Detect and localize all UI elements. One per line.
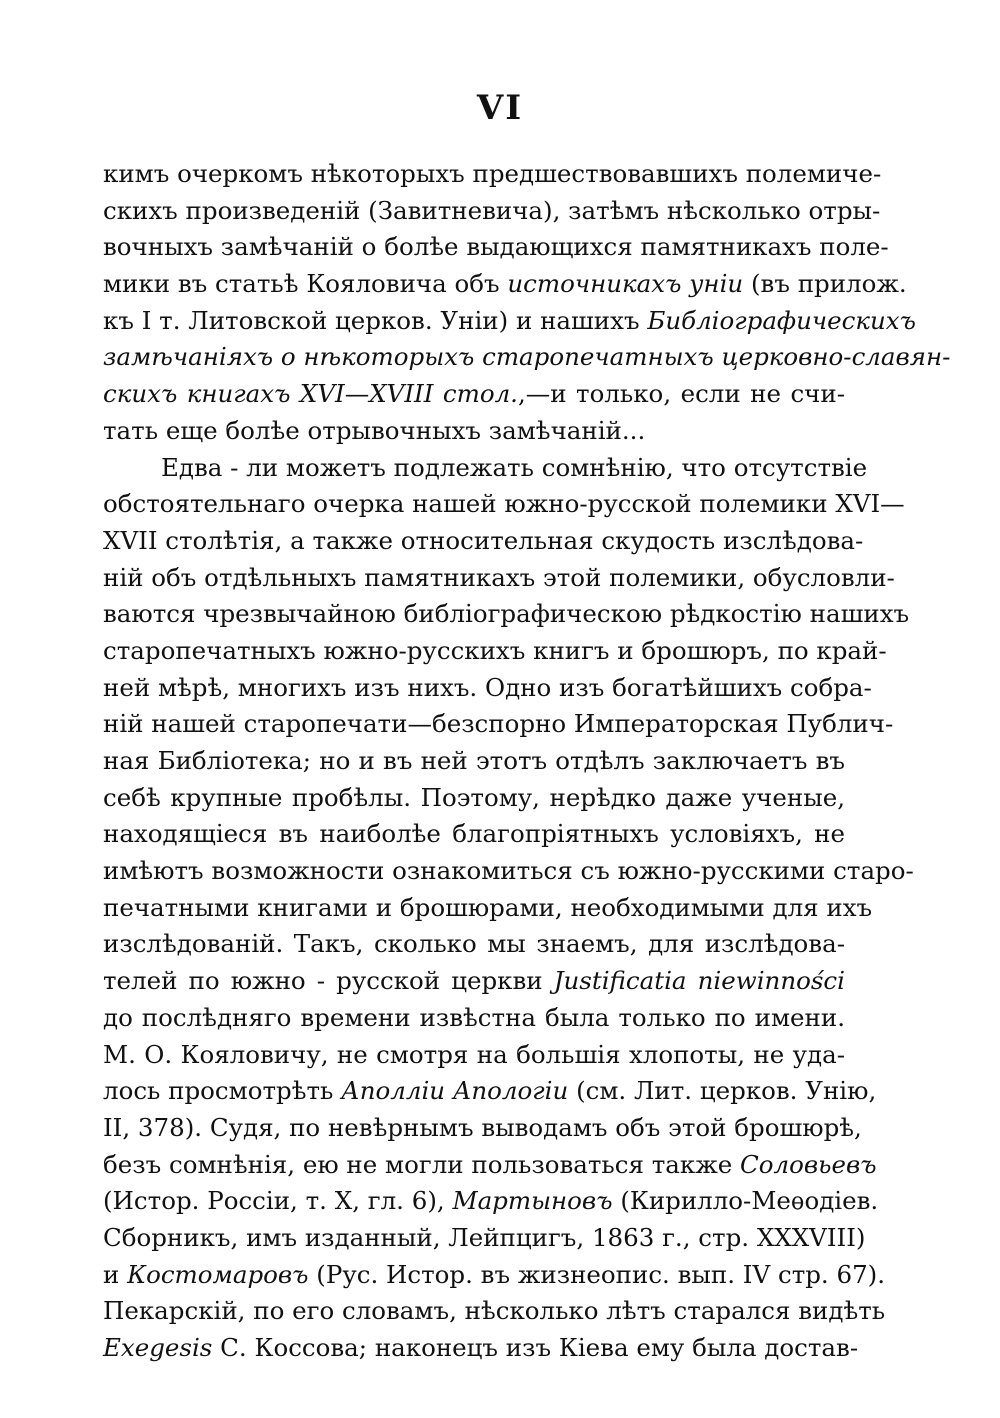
text-run: II, 378). Судя, по невѣрнымъ выводамъ объ этой брошюрѣ, xyxy=(103,1112,862,1142)
text-line xyxy=(103,1000,845,1037)
text-run: XVII столѣтiя, а также относительная скудость изслѣдова- xyxy=(103,525,864,555)
text-line xyxy=(103,486,905,523)
text-line xyxy=(103,156,882,193)
text-run: и xyxy=(103,1259,128,1289)
text-line xyxy=(103,780,845,817)
text-run: телей по южно - русской церкви xyxy=(103,966,554,996)
text-run: нiй нашей старопечати—безспорно Императорская Публич- xyxy=(103,709,894,739)
text-run: старопечатныхъ южно-русскихъ книгъ и брошюръ, по край- xyxy=(103,635,887,665)
text-run: ная Библiотека; но и въ ней этотъ отдѣлъ заключаетъ въ xyxy=(103,746,845,775)
text-line xyxy=(103,633,887,670)
text-run: Сборникъ, имъ изданный, Лейпцигъ, 1863 г., стр. XXXVIII) xyxy=(103,1222,866,1252)
text-run: вочныхъ замѣчанiй о болѣе выдающихся памятникахъ поле- xyxy=(103,232,889,262)
italic-text: Exegesis xyxy=(103,1333,213,1362)
text-line xyxy=(103,1293,886,1330)
text-line xyxy=(103,303,916,340)
text-run: лось просмотрѣть xyxy=(103,1076,342,1106)
text-line xyxy=(103,1257,886,1294)
italic-text: замѣчанiяхъ о нѣкоторыхъ старопечатныхъ церковно-славян- xyxy=(103,342,951,372)
text-run: (Рус. Истор. въ жизнеопис. вып. IV стр. 67). xyxy=(308,1259,886,1289)
text-line xyxy=(103,339,951,376)
text-run: С. Коссова; наконецъ изъ Кiева ему была достав- xyxy=(212,1333,859,1362)
text-run: себѣ крупные пробѣлы. Поэтому, нерѣдко даже ученые, xyxy=(103,782,845,812)
body-text xyxy=(103,156,951,1367)
text-line xyxy=(103,1073,877,1110)
text-line xyxy=(103,376,845,413)
text-run: къ I т. Литовской церков. Унiи) и нашихъ xyxy=(103,305,648,335)
italic-text: Мартыновъ xyxy=(452,1186,613,1216)
text-line xyxy=(103,560,895,597)
italic-text: Библiографическихъ xyxy=(647,305,916,335)
text-line xyxy=(103,413,845,450)
text-line xyxy=(103,596,910,633)
text-line xyxy=(103,890,873,927)
italic-text: скихъ книгахъ XVI—XVIII стол. xyxy=(103,379,518,409)
text-run: ней мѣрѣ, многихъ изъ нихъ. Одно изъ богатѣйшихъ собра- xyxy=(103,672,872,702)
text-line xyxy=(103,450,868,487)
text-run: (Истор. Россiи, т. X, гл. 6), xyxy=(103,1186,453,1216)
italic-text: Justificatia niewinności xyxy=(553,966,845,996)
italic-text: Соловьевъ xyxy=(740,1149,877,1179)
text-line xyxy=(103,229,889,266)
text-line xyxy=(103,523,864,560)
text-run: (Кирилло-Меѳодiев. xyxy=(612,1186,879,1216)
text-run: Едва - ли можетъ подлежать сомнѣнiю, что отсутствiе xyxy=(161,452,868,482)
text-run: безъ сомнѣнiя, ею не могли пользоваться также xyxy=(103,1149,741,1179)
text-run: Пекарскiй, по его словамъ, нѣсколько лѣтъ старался видѣть xyxy=(103,1296,886,1326)
text-line xyxy=(103,816,845,853)
text-line xyxy=(103,1330,859,1367)
text-line xyxy=(103,1110,862,1147)
text-run: находящiеся въ наиболѣе благопрiятныхъ условiяхъ, не xyxy=(103,819,845,849)
text-run: ваются чрезвычайною библiографическою рѣдкостiю нашихъ xyxy=(103,599,910,629)
text-line xyxy=(103,1037,845,1074)
italic-text: источникахъ унiи xyxy=(507,269,744,299)
text-run: скихъ произведенiй (Завитневича), затѣмъ нѣсколько отры- xyxy=(103,195,881,225)
text-run: ,—и только, если не счи- xyxy=(517,379,845,409)
text-run: печатными книгами и брошюрами, необходимыми для ихъ xyxy=(103,892,873,922)
text-line xyxy=(103,1183,879,1220)
text-run: изслѣдованiй. Такъ, сколько мы знаемъ, для изслѣдова- xyxy=(103,929,845,959)
text-run: тать еще болѣе отрывочныхъ замѣчанiй... xyxy=(103,415,646,445)
text-line xyxy=(103,853,914,890)
text-run: до послѣдняго времени извѣстна была только по имени. xyxy=(103,1002,845,1032)
text-run: (см. Лит. церков. Унiю, xyxy=(568,1076,877,1106)
text-run: кимъ очеркомъ нѣкоторыхъ предшествовавшихъ полемиче- xyxy=(103,159,882,188)
text-line xyxy=(103,743,845,780)
text-line xyxy=(103,193,881,230)
text-run: М. О. Кояловичу, не смотря на большiя хлопоты, не уда- xyxy=(103,1039,845,1069)
text-line xyxy=(103,1220,866,1257)
text-run: (въ прилож. xyxy=(743,269,907,299)
text-line xyxy=(103,1147,877,1184)
text-line xyxy=(103,670,872,707)
text-run: обстоятельнаго очерка нашей южно-русской полемики XVI— xyxy=(103,489,905,519)
italic-text: Костомаровъ xyxy=(127,1259,309,1289)
text-run: нiй объ отдѣльныхъ памятникахъ этой полемики, обусловли- xyxy=(103,562,895,592)
italic-text: Аполлiи Апологiи xyxy=(341,1076,569,1106)
text-run: имѣютъ возможности ознакомиться съ южно-русскими старо- xyxy=(103,856,914,886)
text-line xyxy=(103,706,894,743)
text-line xyxy=(103,926,845,963)
text-run: мики въ статьѣ Кояловича объ xyxy=(103,269,508,299)
page-number: VI xyxy=(476,88,524,128)
text-line xyxy=(103,963,845,1000)
text-line xyxy=(103,266,907,303)
